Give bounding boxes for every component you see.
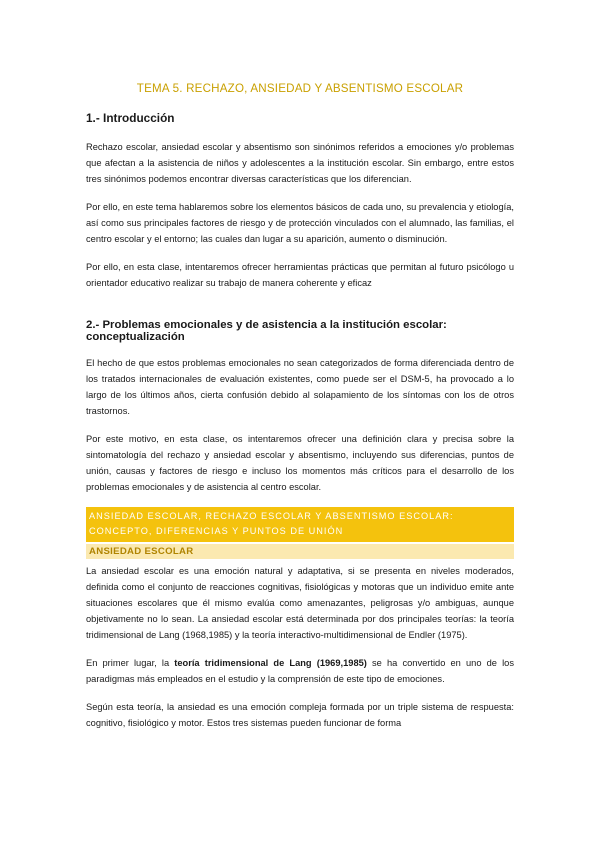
subsection-paragraph-3: Según esta teoría, la ansiedad es una emoción compleja formada por un triple sistema de respuesta: cognitivo, fisiológico y motor. Estos tres sistemas pueden funcionar de forma <box>86 702 514 728</box>
paragraph-2-lead: En primer lugar, la <box>86 658 175 668</box>
section-1-paragraph-1: Rechazo escolar, ansiedad escolar y absentismo son sinónimos referidos a emociones y/o problemas que afectan a la asistencia de niños y adolescentes a la institución escolar. Sin embargo, entre estos tres sinónimos podemos encontrar diversas características que los diferencian. <box>86 142 514 184</box>
section-2-paragraph-1: El hecho de que estos problemas emocionales no sean categorizados de forma diferenciada dentro de los tratados internacionales de evaluación existentes, como puede ser el DSM-5, ha provocado a lo largo de los últimos años, cierta confusión debido al solapamiento de los síntomas con los de otros trastornos. <box>86 358 514 416</box>
lang-theory-bold: teoría tridimensional de Lang (1969,1985) <box>174 658 367 668</box>
section-1-paragraph-2: Por ello, en este tema hablaremos sobre los elementos básicos de cada uno, su prevalencia y etiología, así como sus principales factores de riesgo y de protección vinculados con el alumnado, las familias, el centro escolar y el entorno; las cuales dan lugar a su aparición, aumento o disminución. <box>86 202 514 244</box>
section-spacer <box>86 303 514 319</box>
section-1-heading: 1.- Introducción <box>86 111 175 125</box>
subsection-heading-ansiedad: ANSIEDAD ESCOLAR <box>86 544 514 559</box>
section-1-paragraph-3: Por ello, en esta clase, intentaremos ofrecer herramientas prácticas que permitan al futuro psicólogo u orientador educativo realizar su trabajo de manera coherente y eficaz <box>86 262 514 288</box>
document-content <box>86 82 514 743</box>
subsection-paragraph-1: La ansiedad escolar es una emoción natural y adaptativa, si se presenta en niveles moderados, definida como el conjunto de reacciones cognitivas, fisiológicas y motoras que un individuo emite ante situaciones escolares que él mismo evalúa como amenazantes, peligrosas y/o ambiguas, aunque objetivamente no lo sean. La ansiedad escolar está determinada por dos principales teorías: la teoría tridimensional de Lang (1968,1985) y la teoría interactivo-multidimensional de Endler (1975). <box>86 566 514 640</box>
section-2-heading: 2.- Problemas emocionales y de asistencia a la institución escolar: conceptualización <box>86 319 447 343</box>
document-title: TEMA 5. RECHAZO, ANSIEDAD Y ABSENTISMO ESCOLAR <box>136 82 464 95</box>
paragraph-2-tail: se ha convertido en uno de los paradigmas más empleados en el estudio y la comprensión de este tipo de emociones. <box>86 658 515 684</box>
subsection-paragraph-2 <box>86 655 514 687</box>
section-2-paragraph-2: Por este motivo, en esta clase, os intentaremos ofrecer una definición clara y precisa sobre la sintomatología del rechazo y ansiedad escolar y absentismo, incluyendo sus diferencias, puntos de unión, causas y factores de riesgo e incluso los momentos más críticos para el desarrollo de los problemas emocionales y de asistencia al centro escolar. <box>86 434 514 492</box>
highlight-band-heading: ANSIEDAD ESCOLAR, RECHAZO ESCOLAR Y ABSENTISMO ESCOLAR: CONCEPTO, DIFERENCIAS Y PUNTOS DE UNIÓN <box>86 507 514 542</box>
